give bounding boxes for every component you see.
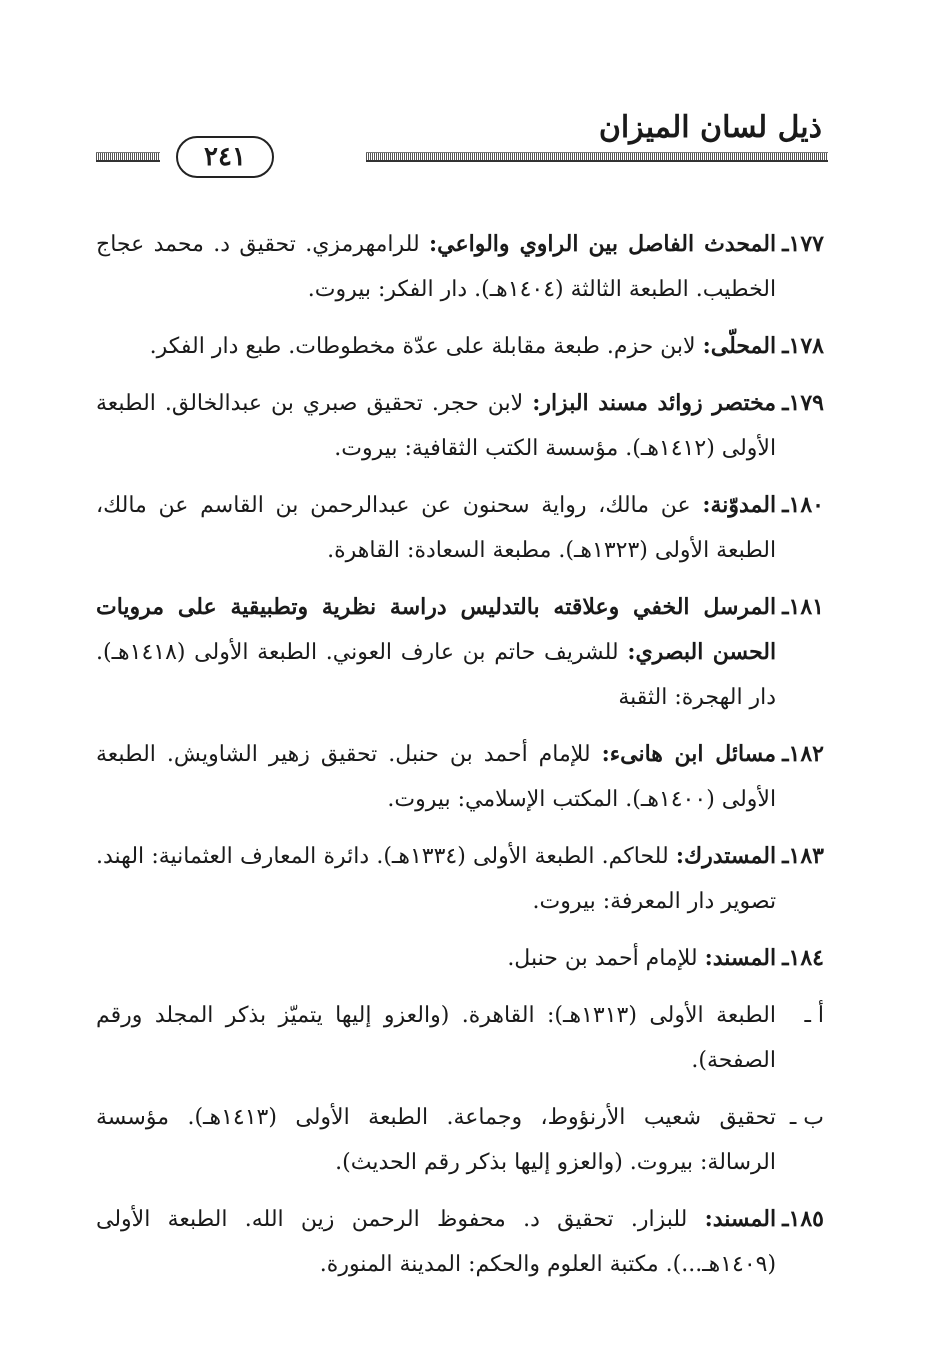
- entry-body: [96, 483, 776, 573]
- entry-body: [96, 834, 776, 924]
- entry-text: للبزار. تحقيق د. محفوظ الرحمن زين الله. الطبعة الأولى (١٤٠٩هـ...). مكتبة العلوم والحكم: المدينة المنورة.: [96, 1207, 777, 1277]
- entry-body: [96, 222, 776, 312]
- entry-text: لابن حجر. تحقيق صبري بن عبدالخالق. الطبعة الأولى (١٤١٢هـ). مؤسسة الكتب الثقافية: بيروت.: [96, 391, 777, 461]
- entry-title: المرسل الخفي وعلاقته بالتدليس دراسة نظرية وتطبيقية على مرويات الحسن البصري:: [96, 594, 777, 665]
- entry-title: مسائل ابن هانىء:: [601, 741, 777, 767]
- page-header: [96, 108, 828, 178]
- entry-181: [96, 585, 824, 720]
- entry-text: عن مالك، رواية سحنون عن عبدالرحمن بن القاسم عن مالك، الطبعة الأولى (١٣٢٣هـ). مطبعة السعادة: القاهرة.: [96, 493, 777, 563]
- entry-text: للرامهرمزي. تحقيق د. محمد عجاج الخطيب. الطبعة الثالثة (١٤٠٤هـ). دار الفكر: بيروت.: [96, 232, 777, 302]
- entry-number: ١٨٣ـ: [782, 843, 824, 869]
- entry-body: [96, 381, 776, 471]
- entry-text: لابن حزم. طبعة مقابلة على عدّة مخطوطات. طبع دار الفكر.: [149, 334, 696, 359]
- entry-text: تحقيق شعيب الأرنؤوط، وجماعة. الطبعة الأولى (١٤١٣هـ). مؤسسة الرسالة: بيروت. (والعزو إليها بذكر رقم الحديث).: [96, 1105, 776, 1175]
- entry-body: [96, 324, 776, 369]
- entry-text: للإمام أحمد بن حنبل.: [507, 946, 698, 971]
- entry-number: ١٧٩ـ: [782, 390, 824, 416]
- entry-body: [96, 1095, 776, 1185]
- header-rule-left: [96, 152, 160, 162]
- entry-text: للحاكم. الطبعة الأولى (١٣٣٤هـ). دائرة المعارف العثمانية: الهند. تصوير دار المعرفة: بيروت.: [96, 844, 777, 914]
- entry-text: الطبعة الأولى (١٣١٣هـ): القاهرة. (والعزو إليها يتميّز بذكر المجلد ورقم الصفحة).: [96, 1003, 776, 1073]
- entry-184: [96, 936, 824, 981]
- entry-182: [96, 732, 824, 822]
- bibliography-list: [96, 222, 824, 1299]
- sub-entry-letter: أ ـ: [804, 1003, 824, 1028]
- entry-185: [96, 1197, 824, 1287]
- entry-title: المحلّى:: [702, 333, 777, 359]
- entry-title: مختصر زوائد مسند البزار:: [532, 390, 777, 416]
- entry-body: [96, 936, 776, 981]
- entry-body: [96, 585, 776, 720]
- entry-number: ١٧٨ـ: [782, 333, 824, 359]
- book-title: ذيل لسان الميزان: [598, 110, 822, 145]
- entry-177: [96, 222, 824, 312]
- entry-number: ١٨٥ـ: [782, 1206, 824, 1232]
- entry-184-b: [96, 1095, 824, 1185]
- entry-title: المدوّنة:: [702, 492, 777, 518]
- sub-entry-letter: ب ـ: [789, 1105, 824, 1130]
- entry-title: المسند:: [704, 945, 777, 971]
- entry-text: للشريف حاتم بن عارف العوني. الطبعة الأولى (١٤١٨هـ). دار الهجرة: الثقبة: [96, 640, 777, 710]
- entry-number: ١٨١ـ: [782, 594, 824, 620]
- entry-number: ١٨٠ـ: [782, 492, 824, 518]
- entry-body: [96, 993, 776, 1083]
- entry-180: [96, 483, 824, 573]
- entry-number: ١٨٤ـ: [782, 945, 824, 971]
- entry-184-a: [96, 993, 824, 1083]
- header-rule-right: [366, 152, 828, 162]
- entry-body: [96, 1197, 776, 1287]
- entry-183: [96, 834, 824, 924]
- entry-number: ١٧٧ـ: [782, 231, 824, 257]
- entry-text: للإمام أحمد بن حنبل. تحقيق زهير الشاويش. الطبعة الأولى (١٤٠٠هـ). المكتب الإسلامي: بيروت.: [96, 742, 777, 812]
- entry-title: المستدرك:: [675, 843, 777, 869]
- entry-body: [96, 732, 776, 822]
- entry-179: [96, 381, 824, 471]
- entry-178: [96, 324, 824, 369]
- page-number: ٢٤١: [176, 136, 274, 178]
- entry-number: ١٨٢ـ: [782, 741, 824, 767]
- entry-title: المحدث الفاصل بين الراوي والواعي:: [429, 231, 777, 257]
- entry-title: المسند:: [704, 1206, 777, 1232]
